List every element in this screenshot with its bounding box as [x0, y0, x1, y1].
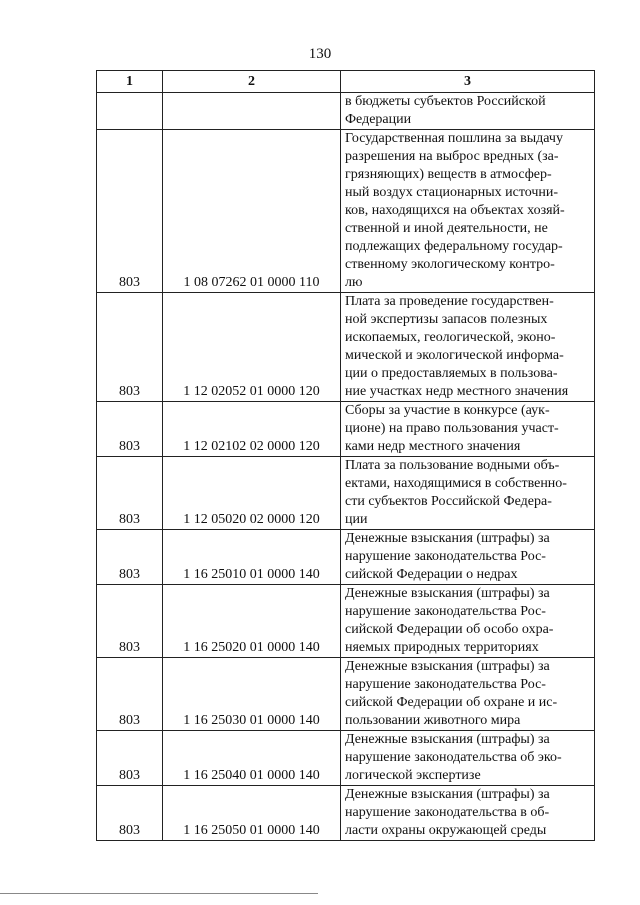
revenue-description-cell [341, 402, 595, 457]
page-number: 130 [308, 46, 332, 62]
column-header-3: 3 [341, 71, 595, 93]
description-line: нарушение законодательства Рос- [345, 549, 546, 564]
description-line: ектами, находящимися в собственно- [345, 476, 567, 491]
budget-classification-code-cell: 1 12 02102 02 0000 120 [163, 402, 341, 457]
description-line: лю [345, 275, 363, 290]
column-header-2: 2 [163, 71, 341, 93]
description-line: ственному экологическому контро- [345, 257, 555, 272]
table-row [97, 658, 595, 731]
description-line: сийской Федерации о недрах [345, 567, 518, 582]
description-line: нарушение законодательства в об- [345, 805, 550, 820]
budget-classification-code-cell: 1 16 25040 01 0000 140 [163, 731, 341, 786]
admin-code-cell [97, 93, 163, 130]
revenue-description-cell [341, 786, 595, 841]
description-line: Денежные взыскания (штрафы) за [345, 659, 550, 674]
description-line: ной экспертизы запасов полезных [345, 312, 548, 327]
description-line: Плата за пользование водными объ- [345, 458, 560, 473]
revenue-description-cell [341, 93, 595, 130]
table-row [97, 786, 595, 841]
description-line: ископаемых, геологической, эконо- [345, 330, 556, 345]
description-line: грязняющих) веществ в атмосфер- [345, 167, 552, 182]
revenue-description-cell [341, 293, 595, 402]
budget-classification-code-cell: 1 16 25010 01 0000 140 [163, 530, 341, 585]
budget-classification-code-cell: 1 16 25050 01 0000 140 [163, 786, 341, 841]
description-line: сти субъектов Российской Федера- [345, 494, 552, 509]
description-line: Плата за проведение государствен- [345, 294, 554, 309]
table-row [97, 130, 595, 293]
table-header-row [97, 71, 595, 93]
admin-code-cell: 803 [97, 658, 163, 731]
description-line: ственной и иной деятельности, не [345, 221, 548, 236]
table-body [97, 93, 595, 841]
description-line: пользовании животного мира [345, 713, 521, 728]
description-line: разрешения на выброс вредных (за- [345, 149, 559, 164]
revenue-description-cell [341, 457, 595, 530]
revenue-description-cell [341, 658, 595, 731]
description-line: сийской Федерации об охране и ис- [345, 695, 558, 710]
table-row [97, 93, 595, 130]
revenue-code-table [96, 70, 595, 841]
budget-classification-code-cell: 1 08 07262 01 0000 110 [163, 130, 341, 293]
description-line: мической и экологической информа- [345, 348, 564, 363]
admin-code-cell: 803 [97, 731, 163, 786]
description-line: подлежащих федеральному государ- [345, 239, 563, 254]
description-line: Денежные взыскания (штрафы) за [345, 531, 550, 546]
description-line: сийской Федерации об особо охра- [345, 622, 554, 637]
admin-code-cell: 803 [97, 402, 163, 457]
description-line: в бюджеты субъектов Российской [345, 94, 546, 109]
column-header-1: 1 [97, 71, 163, 93]
budget-classification-code-cell: 1 12 02052 01 0000 120 [163, 293, 341, 402]
description-line: нарушение законодательства Рос- [345, 677, 546, 692]
admin-code-cell: 803 [97, 293, 163, 402]
admin-code-cell: 803 [97, 585, 163, 658]
footer-rule [0, 893, 318, 894]
description-line: нарушение законодательства об эко- [345, 750, 562, 765]
table-row [97, 402, 595, 457]
budget-classification-code-cell [163, 93, 341, 130]
admin-code-cell: 803 [97, 786, 163, 841]
revenue-description-cell [341, 731, 595, 786]
admin-code-cell: 803 [97, 530, 163, 585]
admin-code-cell: 803 [97, 457, 163, 530]
revenue-description-cell [341, 530, 595, 585]
description-line: Федерации [345, 112, 412, 127]
description-line: ние участках недр местного значения [345, 384, 569, 399]
description-line: Государственная пошлина за выдачу [345, 131, 563, 146]
description-line: Сборы за участие в конкурсе (аук- [345, 403, 550, 418]
budget-classification-code-cell: 1 12 05020 02 0000 120 [163, 457, 341, 530]
description-line: ками недр местного значения [345, 439, 521, 454]
description-line: ков, находящихся на объектах хозяй- [345, 203, 565, 218]
budget-classification-code-cell: 1 16 25030 01 0000 140 [163, 658, 341, 731]
description-line: ционе) на право пользования участ- [345, 421, 559, 436]
description-line: Денежные взыскания (штрафы) за [345, 787, 550, 802]
description-line: Денежные взыскания (штрафы) за [345, 732, 550, 747]
description-line: нарушение законодательства Рос- [345, 604, 546, 619]
table-row [97, 293, 595, 402]
revenue-description-cell [341, 585, 595, 658]
description-line: логической экспертизе [345, 768, 481, 783]
table-row [97, 530, 595, 585]
description-line: няемых природных территориях [345, 640, 539, 655]
table-row [97, 731, 595, 786]
budget-classification-code-cell: 1 16 25020 01 0000 140 [163, 585, 341, 658]
table-row [97, 457, 595, 530]
admin-code-cell: 803 [97, 130, 163, 293]
description-line: ции [345, 512, 368, 527]
table-row [97, 585, 595, 658]
description-line: ции о предоставляемых в пользова- [345, 366, 558, 381]
description-line: ласти охраны окружающей среды [345, 823, 547, 838]
description-line: Денежные взыскания (штрафы) за [345, 586, 550, 601]
description-line: ный воздух стационарных источни- [345, 185, 559, 200]
revenue-description-cell [341, 130, 595, 293]
